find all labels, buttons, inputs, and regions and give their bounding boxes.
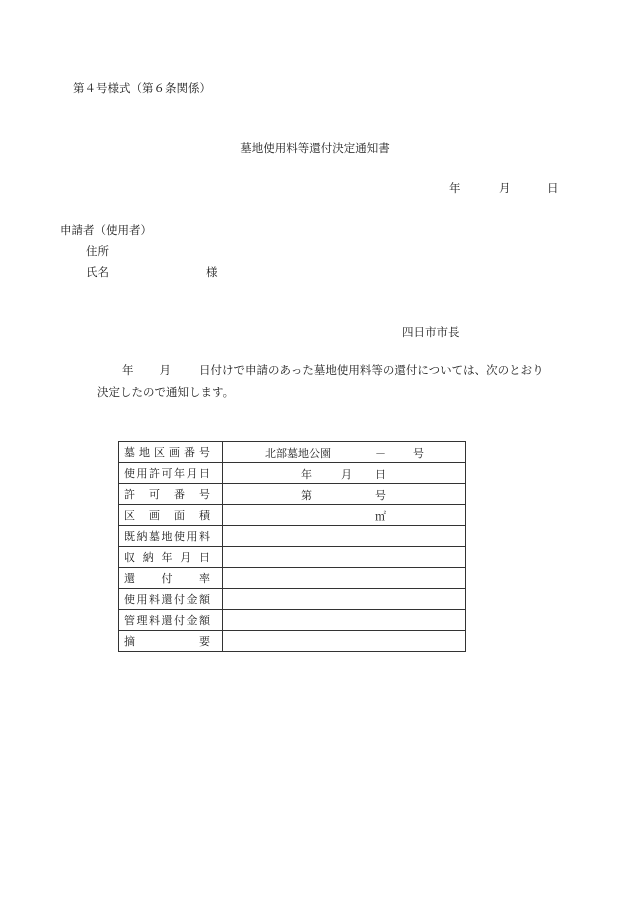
table-row: [119, 547, 466, 568]
plot-number-label: 墓 地 区 画 番 号: [119, 442, 223, 463]
body-line-1: [122, 362, 544, 378]
permit-number-prefix: 第: [301, 489, 312, 502]
applicant-heading: 申請者（使用者）: [60, 223, 152, 237]
table-row: [119, 463, 466, 484]
body-line-2: 決定したので通知します。: [97, 385, 235, 399]
area-unit: ㎡: [375, 510, 386, 523]
plot-dash: －: [375, 447, 386, 460]
permit-day: 日: [375, 468, 386, 481]
body-year: 年: [122, 363, 134, 377]
date-month-label: 月: [499, 181, 511, 195]
plot-park-name: 北部墓地公園: [265, 447, 331, 460]
table-row: [119, 568, 466, 589]
table-row: [119, 442, 466, 463]
receipt-date-value: [223, 547, 466, 568]
permit-year: 年: [301, 468, 312, 481]
table-row: [119, 631, 466, 652]
document-title: 墓地使用料等還付決定通知書: [240, 141, 390, 155]
date-year-label: 年: [449, 181, 461, 195]
permit-date-label: 使 用 許 可 年 月 日: [119, 463, 223, 484]
permit-date-value: [223, 463, 466, 484]
issuer-name: 四日市市長: [402, 325, 460, 339]
body-month: 月: [159, 363, 171, 377]
table-row: [119, 505, 466, 526]
paid-fee-label: 既 納 墓 地 使 用 料: [119, 526, 223, 547]
usage-refund-label: 使 用 料 還 付 金 額: [119, 589, 223, 610]
table-row: [119, 610, 466, 631]
refund-details-table: [118, 441, 466, 652]
plot-area-label: 区 画 面 積: [119, 505, 223, 526]
plot-number-suffix: 号: [413, 447, 424, 460]
management-refund-label: 管 理 料 還 付 金 額: [119, 610, 223, 631]
table-row: [119, 484, 466, 505]
table-row: [119, 526, 466, 547]
receipt-date-label: 収 納 年 月 日: [119, 547, 223, 568]
remarks-label: 摘 要: [119, 631, 223, 652]
paid-fee-value: [223, 526, 466, 547]
remarks-value: [223, 631, 466, 652]
plot-area-value: [223, 505, 466, 526]
honorific-label: 様: [206, 265, 218, 279]
permit-number-suffix: 号: [375, 489, 386, 502]
date-day-label: 日: [547, 181, 559, 195]
body-text-1: 日付けで申請のあった墓地使用料等の還付については、次のとおり: [199, 363, 544, 377]
plot-number-value: [223, 442, 466, 463]
name-label: 氏名: [86, 265, 109, 279]
usage-refund-value: [223, 589, 466, 610]
address-label: 住所: [86, 244, 109, 258]
table-row: [119, 589, 466, 610]
permit-number-value: [223, 484, 466, 505]
refund-rate-value: [223, 568, 466, 589]
form-number: 第４号様式（第６条関係）: [73, 81, 211, 95]
permit-month: 月: [341, 468, 352, 481]
management-refund-value: [223, 610, 466, 631]
permit-number-label: 許 可 番 号: [119, 484, 223, 505]
refund-rate-label: 還 付 率: [119, 568, 223, 589]
